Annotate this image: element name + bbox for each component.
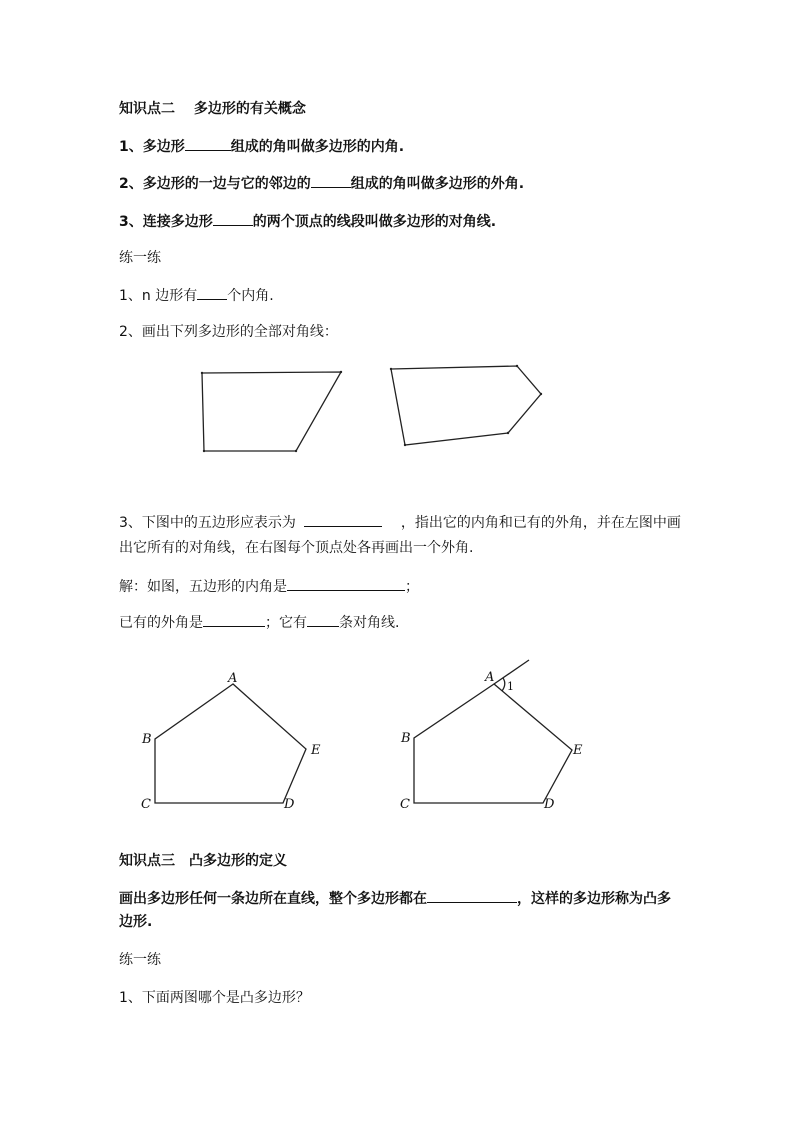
label-E-right: E: [573, 743, 583, 758]
pentagon-figure-right: [414, 684, 572, 803]
def2-after: 组成的角叫做多边形的外角.: [350, 176, 525, 192]
question-convex: 1、下面两图哪个是凸多边形？: [119, 990, 310, 1006]
practice-heading: 练一练: [119, 250, 161, 266]
section2-title: 知识点二 多边形的有关概念: [119, 101, 306, 117]
sol-after: ；: [405, 579, 419, 595]
practice-heading-2: 练一练: [119, 952, 161, 968]
vertex-dot: [390, 368, 392, 370]
question-2: 2、画出下列多边形的全部对角线：: [119, 324, 338, 340]
def3-after: 的两个顶点的线段叫做多边形的对角线.: [252, 214, 497, 230]
section3-title: 知识点三 凸多边形的定义: [119, 853, 287, 869]
label-C-right: C: [400, 797, 410, 812]
pentagon-figure-irregular: [391, 366, 541, 445]
vertex-dot: [295, 450, 297, 452]
question-3-line2: 出它所有的对角线，在右图每个顶点处各再画出一个外角.: [119, 540, 474, 556]
convex-definition-line2: 边形.: [119, 914, 153, 930]
def3-before: 3、连接多边形: [119, 214, 213, 230]
pentagon-figure-left: [155, 684, 306, 803]
q1-after: 个内角.: [227, 288, 274, 304]
sol2-a: 已有的外角是: [119, 615, 203, 631]
label-A-right: A: [485, 670, 495, 685]
vertex-dot: [507, 432, 509, 434]
vertex-dot: [201, 372, 203, 374]
vertex-dot: [203, 450, 205, 452]
label-C-left: C: [141, 797, 151, 812]
label-D-left: D: [284, 797, 295, 812]
label-E-left: E: [311, 743, 321, 758]
def1-before: 1、多边形: [119, 139, 185, 155]
q3-after: ，指出它的内角和已有的外角，并在左图中画: [400, 515, 681, 531]
sol2-b: ；它有: [265, 615, 307, 631]
q3-before: 3、下图中的五边形应表示为: [119, 515, 296, 531]
def2-before: 2、多边形的一边与它的邻边的: [119, 176, 311, 192]
vertex-dot: [404, 444, 406, 446]
sol-before: 解：如图，五边形的内角是: [119, 579, 287, 595]
label-A-left: A: [228, 671, 238, 686]
def-convex-after: ，这样的多边形称为凸多: [517, 891, 671, 907]
q1-before: 1、n 边形有: [119, 288, 198, 304]
quadrilateral-figure: [202, 372, 341, 451]
sol2-c: 条对角线.: [339, 615, 400, 631]
label-angle-1: 1: [507, 680, 514, 693]
label-B-right: B: [401, 731, 411, 746]
def-convex-before: 画出多边形任何一条边所在直线，整个多边形都在: [119, 891, 427, 907]
def1-after: 组成的角叫做多边形的内角.: [230, 139, 405, 155]
label-D-right: D: [544, 797, 555, 812]
vertex-dot: [540, 393, 542, 395]
label-B-left: B: [142, 732, 152, 747]
angle-1-arc: [502, 678, 505, 691]
vertex-dot: [340, 371, 342, 373]
vertex-dot: [516, 365, 518, 367]
